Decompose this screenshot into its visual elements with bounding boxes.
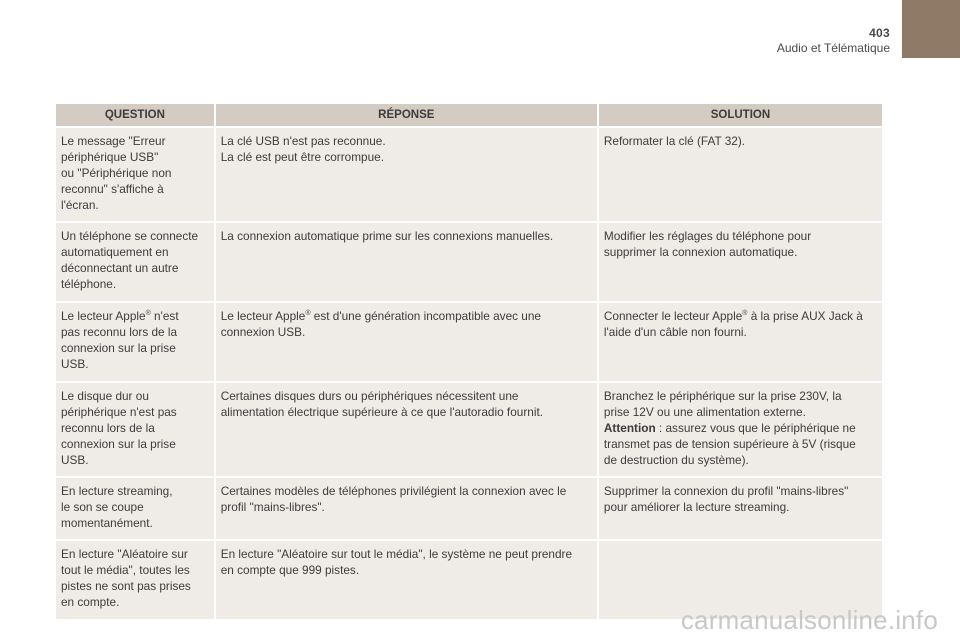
cell-text: l'aide d'un câble non fourni. [603,325,747,339]
question-cell [56,541,214,621]
registered-mark: ® [305,310,311,318]
question-cell [56,223,214,303]
cell-text: momentanément. [61,516,153,530]
column-header-question: QUESTION [56,104,214,128]
cell-text: ou "Périphérique non [61,166,172,180]
cell-text: Connecter le lecteur Apple [603,309,743,323]
cell-text: en compte. [61,595,120,609]
cell-text: reconnu" s'affiche à [61,182,164,196]
cell-text-line [61,308,209,324]
cell-text: profil "mains-libres". [220,500,325,514]
cell-text: déconnectant un autre [61,261,179,275]
cell-text: La clé est peut être corrompue. [220,150,384,164]
cell-text: : assurez vous que le périphérique ne [655,421,856,435]
cell-text: La clé USB n'est pas reconnue. [220,134,386,148]
cell-text: USB. [61,453,89,467]
cell-text: pistes ne sont pas prises [61,579,191,593]
cell-text: USB. [61,357,89,371]
response-cell [216,478,597,541]
cell-text: périphérique n'est pas [61,405,177,419]
cell-text: automatiquement en [61,245,169,259]
cell-text: reconnu lors de la [61,421,155,435]
section-title: Audio et Télématique [776,41,890,55]
solution-cell [599,128,882,223]
cell-text: connexion USB. [220,325,306,339]
cell-text: connexion sur la prise [61,341,176,355]
cell-text: Reformater la clé (FAT 32). [603,134,746,148]
cell-text: est d'une génération incompatible avec une [310,309,541,323]
cell-text: Un téléphone se connecte [61,229,199,243]
cell-text: téléphone. [61,277,117,291]
cell-text: alimentation électrique supérieure à ce que l'autoradio fournit. [220,405,543,419]
troubleshooting-table [54,104,884,621]
cell-text: La connexion automatique prime sur les connexions manuelles. [220,229,554,243]
cell-text: connexion sur la prise [61,437,176,451]
cell-text: l'écran. [61,198,99,212]
cell-text: tout le média", toutes les [61,563,190,577]
solution-cell [599,478,882,541]
cell-text: Certaines disques durs ou périphériques nécessitent une [220,389,519,403]
response-cell [216,541,597,621]
solution-cell [599,223,882,303]
column-header-response: RÉPONSE [216,104,597,128]
cell-text: Modifier les réglages du téléphone pour [603,229,812,243]
question-cell [56,128,214,223]
site-watermark: carmanualsonline.info [680,605,938,635]
cell-text: prise 12V ou une alimentation externe. [603,405,806,419]
cell-text: le son se coupe [61,500,144,514]
response-cell [216,383,597,478]
cell-text: Le lecteur Apple [220,309,306,323]
chapter-tab-marker [902,0,960,58]
cell-text: pour améliorer la lecture streaming. [603,500,790,514]
table-row [56,128,882,223]
cell-text-line [604,308,877,324]
question-cell [56,383,214,478]
cell-text-line [221,308,592,324]
cell-text: Branchez le périphérique sur la prise 230V, la [603,389,842,403]
cell-text: Le message "Erreur [61,134,166,148]
cell-text-line [604,420,877,436]
response-cell [216,303,597,383]
cell-text: Supprimer la connexion du profil "mains-libres" [603,484,849,498]
cell-text: En lecture "Aléatoire sur [61,547,188,561]
cell-text: En lecture "Aléatoire sur tout le média", le système ne peut prendre [220,547,573,561]
cell-text: pas reconnu lors de la [61,325,178,339]
cell-text: En lecture streaming, [61,484,173,498]
solution-cell [599,303,882,383]
column-header-solution: SOLUTION [599,104,882,128]
response-cell [216,223,597,303]
response-cell [216,128,597,223]
cell-text: Le disque dur ou [61,389,149,403]
page-number: 403 [869,26,890,40]
attention-label: Attention [603,421,656,435]
cell-text: de destruction du système). [603,453,749,467]
cell-text: supprimer la connexion automatique. [603,245,798,259]
table-row [56,383,882,478]
registered-mark: ® [145,310,151,318]
table-row [56,223,882,303]
solution-cell [599,383,882,478]
cell-text: périphérique USB" [61,150,159,164]
cell-text: en compte que 999 pistes. [220,563,360,577]
cell-text: n'est [150,309,179,323]
cell-text: à la prise AUX Jack à [747,309,863,323]
registered-mark: ® [742,310,748,318]
question-cell [56,303,214,383]
cell-text: Certaines modèles de téléphones privilégient la connexion avec le [220,484,567,498]
cell-text: Le lecteur Apple [61,309,146,323]
table-row [56,303,882,383]
table-header-row [56,104,882,128]
question-cell [56,478,214,541]
table-row [56,478,882,541]
cell-text: transmet pas de tension supérieure à 5V (risque [603,437,856,451]
